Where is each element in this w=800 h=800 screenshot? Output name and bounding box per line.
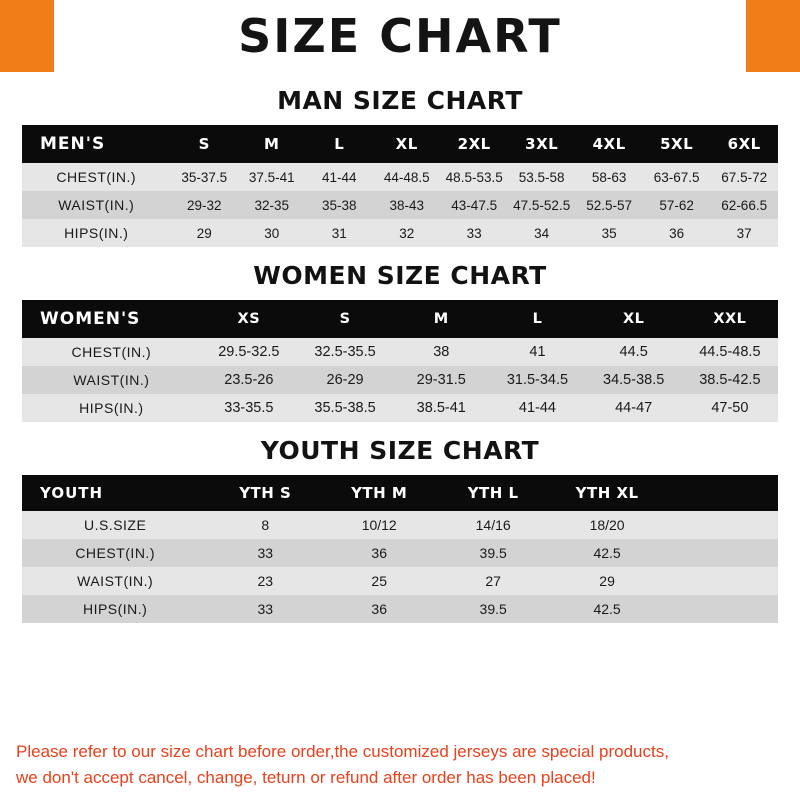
cell: 33 [208,595,322,623]
notice-line-1: Please refer to our size chart before order,the customized jerseys are special products, [16,742,669,761]
cell: 36 [322,595,436,623]
cell: 29 [171,219,238,247]
cell: 34.5-38.5 [586,366,682,394]
cell: 29 [550,567,664,595]
cell: 42.5 [550,539,664,567]
table-row [22,394,778,422]
cell: 35.5-38.5 [297,394,393,422]
section-women-size-chart [22,261,778,422]
cell: 47-50 [682,394,778,422]
cell [664,539,778,567]
table-row [22,539,778,567]
cell: 35-38 [305,191,372,219]
column-header-s: S [171,125,238,163]
cell: 62-66.5 [710,191,778,219]
cell: 27 [436,567,550,595]
cell: 26-29 [297,366,393,394]
column-header-yth-l: YTH L [436,475,550,511]
cell: 25 [322,567,436,595]
cell: 33 [440,219,507,247]
column-header-yth-m: YTH M [322,475,436,511]
cell: 41 [489,338,585,366]
cell: 38.5-42.5 [682,366,778,394]
cell: 36 [322,539,436,567]
column-header-6xl: 6XL [710,125,778,163]
table-body-women [22,338,778,422]
row-label-hips: HIPS(IN.) [22,219,171,247]
table-header-man [22,125,778,163]
cell: 35-37.5 [171,163,238,191]
table-man-size-chart [22,125,778,247]
cell: 37 [710,219,778,247]
column-header-xl: XL [586,300,682,338]
section-title-women: WOMEN SIZE CHART [253,261,547,290]
table-row [22,511,778,539]
cell: 42.5 [550,595,664,623]
cell: 63-67.5 [643,163,710,191]
cell: 38.5-41 [393,394,489,422]
column-header-rowlabel: MEN'S [22,125,171,163]
table-header-row [22,475,778,511]
table-row [22,595,778,623]
column-header-l: L [305,125,372,163]
cell: 35 [575,219,642,247]
column-header-4xl: 4XL [575,125,642,163]
column-header-xs: XS [201,300,297,338]
notice-line-2: we don't accept cancel, change, teturn or refund after order has been placed! [16,767,596,787]
cell: 23.5-26 [201,366,297,394]
table-row [22,219,778,247]
cell: 47.5-52.5 [508,191,575,219]
column-header-xl: XL [373,125,440,163]
cell: 38 [393,338,489,366]
column-header-xxl: XXL [682,300,778,338]
column-header-l: L [489,300,585,338]
cell: 10/12 [322,511,436,539]
cell: 32 [373,219,440,247]
cell: 41-44 [489,394,585,422]
banner-accent-left [0,0,54,72]
table-header-women [22,300,778,338]
table-header-youth [22,475,778,511]
cell: 30 [238,219,305,247]
banner-accent-right [746,0,800,72]
column-header-yth-s: YTH S [208,475,322,511]
row-label-waist: WAIST(IN.) [22,191,171,219]
cell: 29-31.5 [393,366,489,394]
cell: 41-44 [305,163,372,191]
table-row [22,163,778,191]
cell: 67.5-72 [710,163,778,191]
cell: 57-62 [643,191,710,219]
column-header-3xl: 3XL [508,125,575,163]
cell: 39.5 [436,595,550,623]
row-label-chest: CHEST(IN.) [22,163,171,191]
cell: 18/20 [550,511,664,539]
cell: 44-47 [586,394,682,422]
order-notice [0,727,800,800]
cell: 44-48.5 [373,163,440,191]
cell [664,511,778,539]
cell: 44.5-48.5 [682,338,778,366]
cell: 52.5-57 [575,191,642,219]
chart-content [0,72,800,727]
row-label-waist: WAIST(IN.) [22,366,201,394]
section-title-youth: YOUTH SIZE CHART [260,436,540,465]
cell: 38-43 [373,191,440,219]
cell: 39.5 [436,539,550,567]
table-row [22,567,778,595]
column-header-empty [664,475,778,511]
cell: 8 [208,511,322,539]
column-header-rowlabel: WOMEN'S [22,300,201,338]
cell: 33-35.5 [201,394,297,422]
table-row [22,366,778,394]
column-header-yth-xl: YTH XL [550,475,664,511]
cell: 43-47.5 [440,191,507,219]
row-label-chest: CHEST(IN.) [22,539,208,567]
column-header-rowlabel: YOUTH [22,475,208,511]
cell: 37.5-41 [238,163,305,191]
row-label-us-size: U.S.SIZE [22,511,208,539]
cell: 29-32 [171,191,238,219]
column-header-m: M [238,125,305,163]
table-body-youth [22,511,778,623]
cell: 29.5-32.5 [201,338,297,366]
cell: 31.5-34.5 [489,366,585,394]
cell: 48.5-53.5 [440,163,507,191]
row-label-hips: HIPS(IN.) [22,595,208,623]
table-header-row [22,300,778,338]
table-row [22,191,778,219]
header-banner [0,0,800,72]
cell: 31 [305,219,372,247]
cell [664,595,778,623]
cell: 53.5-58 [508,163,575,191]
section-title-man: MAN SIZE CHART [277,86,523,115]
page-title: SIZE CHART [238,9,562,63]
cell: 32.5-35.5 [297,338,393,366]
cell: 32-35 [238,191,305,219]
row-label-hips: HIPS(IN.) [22,394,201,422]
table-youth-size-chart [22,475,778,623]
cell: 36 [643,219,710,247]
cell: 33 [208,539,322,567]
cell: 58-63 [575,163,642,191]
cell: 44.5 [586,338,682,366]
table-body-man [22,163,778,247]
table-header-row [22,125,778,163]
row-label-chest: CHEST(IN.) [22,338,201,366]
cell [664,567,778,595]
cell: 34 [508,219,575,247]
column-header-2xl: 2XL [440,125,507,163]
column-header-s: S [297,300,393,338]
cell: 14/16 [436,511,550,539]
table-women-size-chart [22,300,778,422]
table-row [22,338,778,366]
section-man-size-chart [22,86,778,247]
section-youth-size-chart [22,436,778,623]
cell: 23 [208,567,322,595]
column-header-m: M [393,300,489,338]
column-header-5xl: 5XL [643,125,710,163]
row-label-waist: WAIST(IN.) [22,567,208,595]
